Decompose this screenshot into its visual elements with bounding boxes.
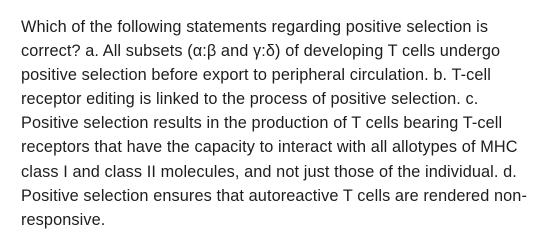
question-text: Which of the following statements regarding positive selection is correct? a. All subsets (α:β and γ:δ) of developing T cells undergo positive selection before export to peripheral circulation. b. T-cell receptor editing is linked to the process of positive selection. c. Positive selection results in the production of T cells bearing T-cell receptors that have the capacity to interact with all allotypes of MHC class I and class II molecules, and not just those of the individual. d. Positive selection ensures that autoreactive T cells are rendered non-responsive. — [21, 18, 527, 229]
